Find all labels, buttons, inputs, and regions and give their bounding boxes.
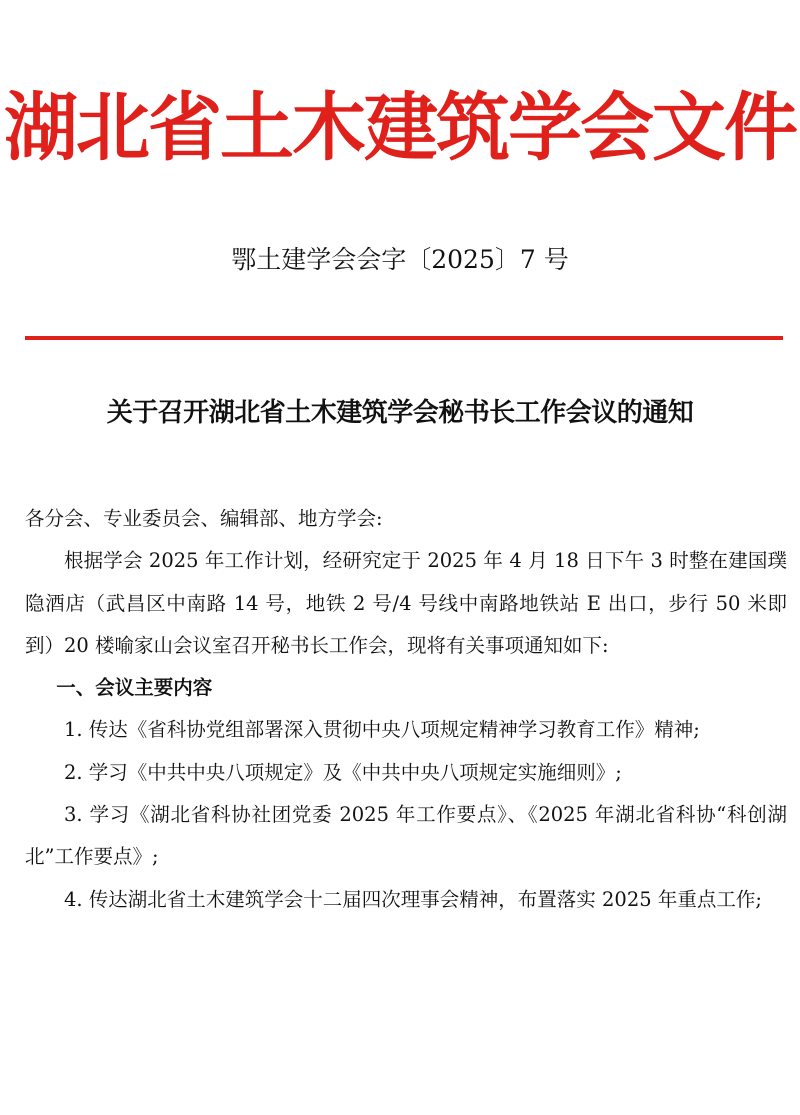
- masthead-title: 湖北省土木建筑学会文件: [4, 85, 796, 171]
- section-heading: 一、会议主要内容: [56, 676, 213, 700]
- red-divider-rule: [25, 336, 783, 340]
- document-number: 鄂土建学会会字〔2025〕7 号: [231, 245, 569, 274]
- notice-title: 关于召开湖北省土木建筑学会秘书长工作会议的通知: [106, 398, 694, 428]
- list-item: 1. 传达《省科协党组部署深入贯彻中央八项规定精神学习教育工作》精神;: [64, 718, 700, 742]
- list-item: 2. 学习《中共中央八项规定》及《中共中央八项规定实施细则》;: [64, 760, 622, 784]
- intro-paragraph: 根据学会 2025 年工作计划，经研究定于 2025 年 4 月 18 日下午 3 时整在建国璞隐酒店（武昌区中南路 14 号，地铁 2 号/4 号线中南路地铁站 E 出口，步行 50 米即到）20 楼喻家山会议室召开秘书长工作会，现将有关事项通知如下:: [25, 549, 787, 657]
- list-item: 4. 传达湖北省土木建筑学会十二届四次理事会精神，布置落实 2025 年重点工作;: [64, 887, 762, 911]
- salutation: 各分会、专业委员会、编辑部、地方学会:: [25, 507, 383, 530]
- document-body: [25, 498, 787, 921]
- list-item: 3. 学习《湖北省科协社团党委 2025 年工作要点》、《2025 年湖北省科协“科创湖北”工作要点》;: [25, 803, 787, 869]
